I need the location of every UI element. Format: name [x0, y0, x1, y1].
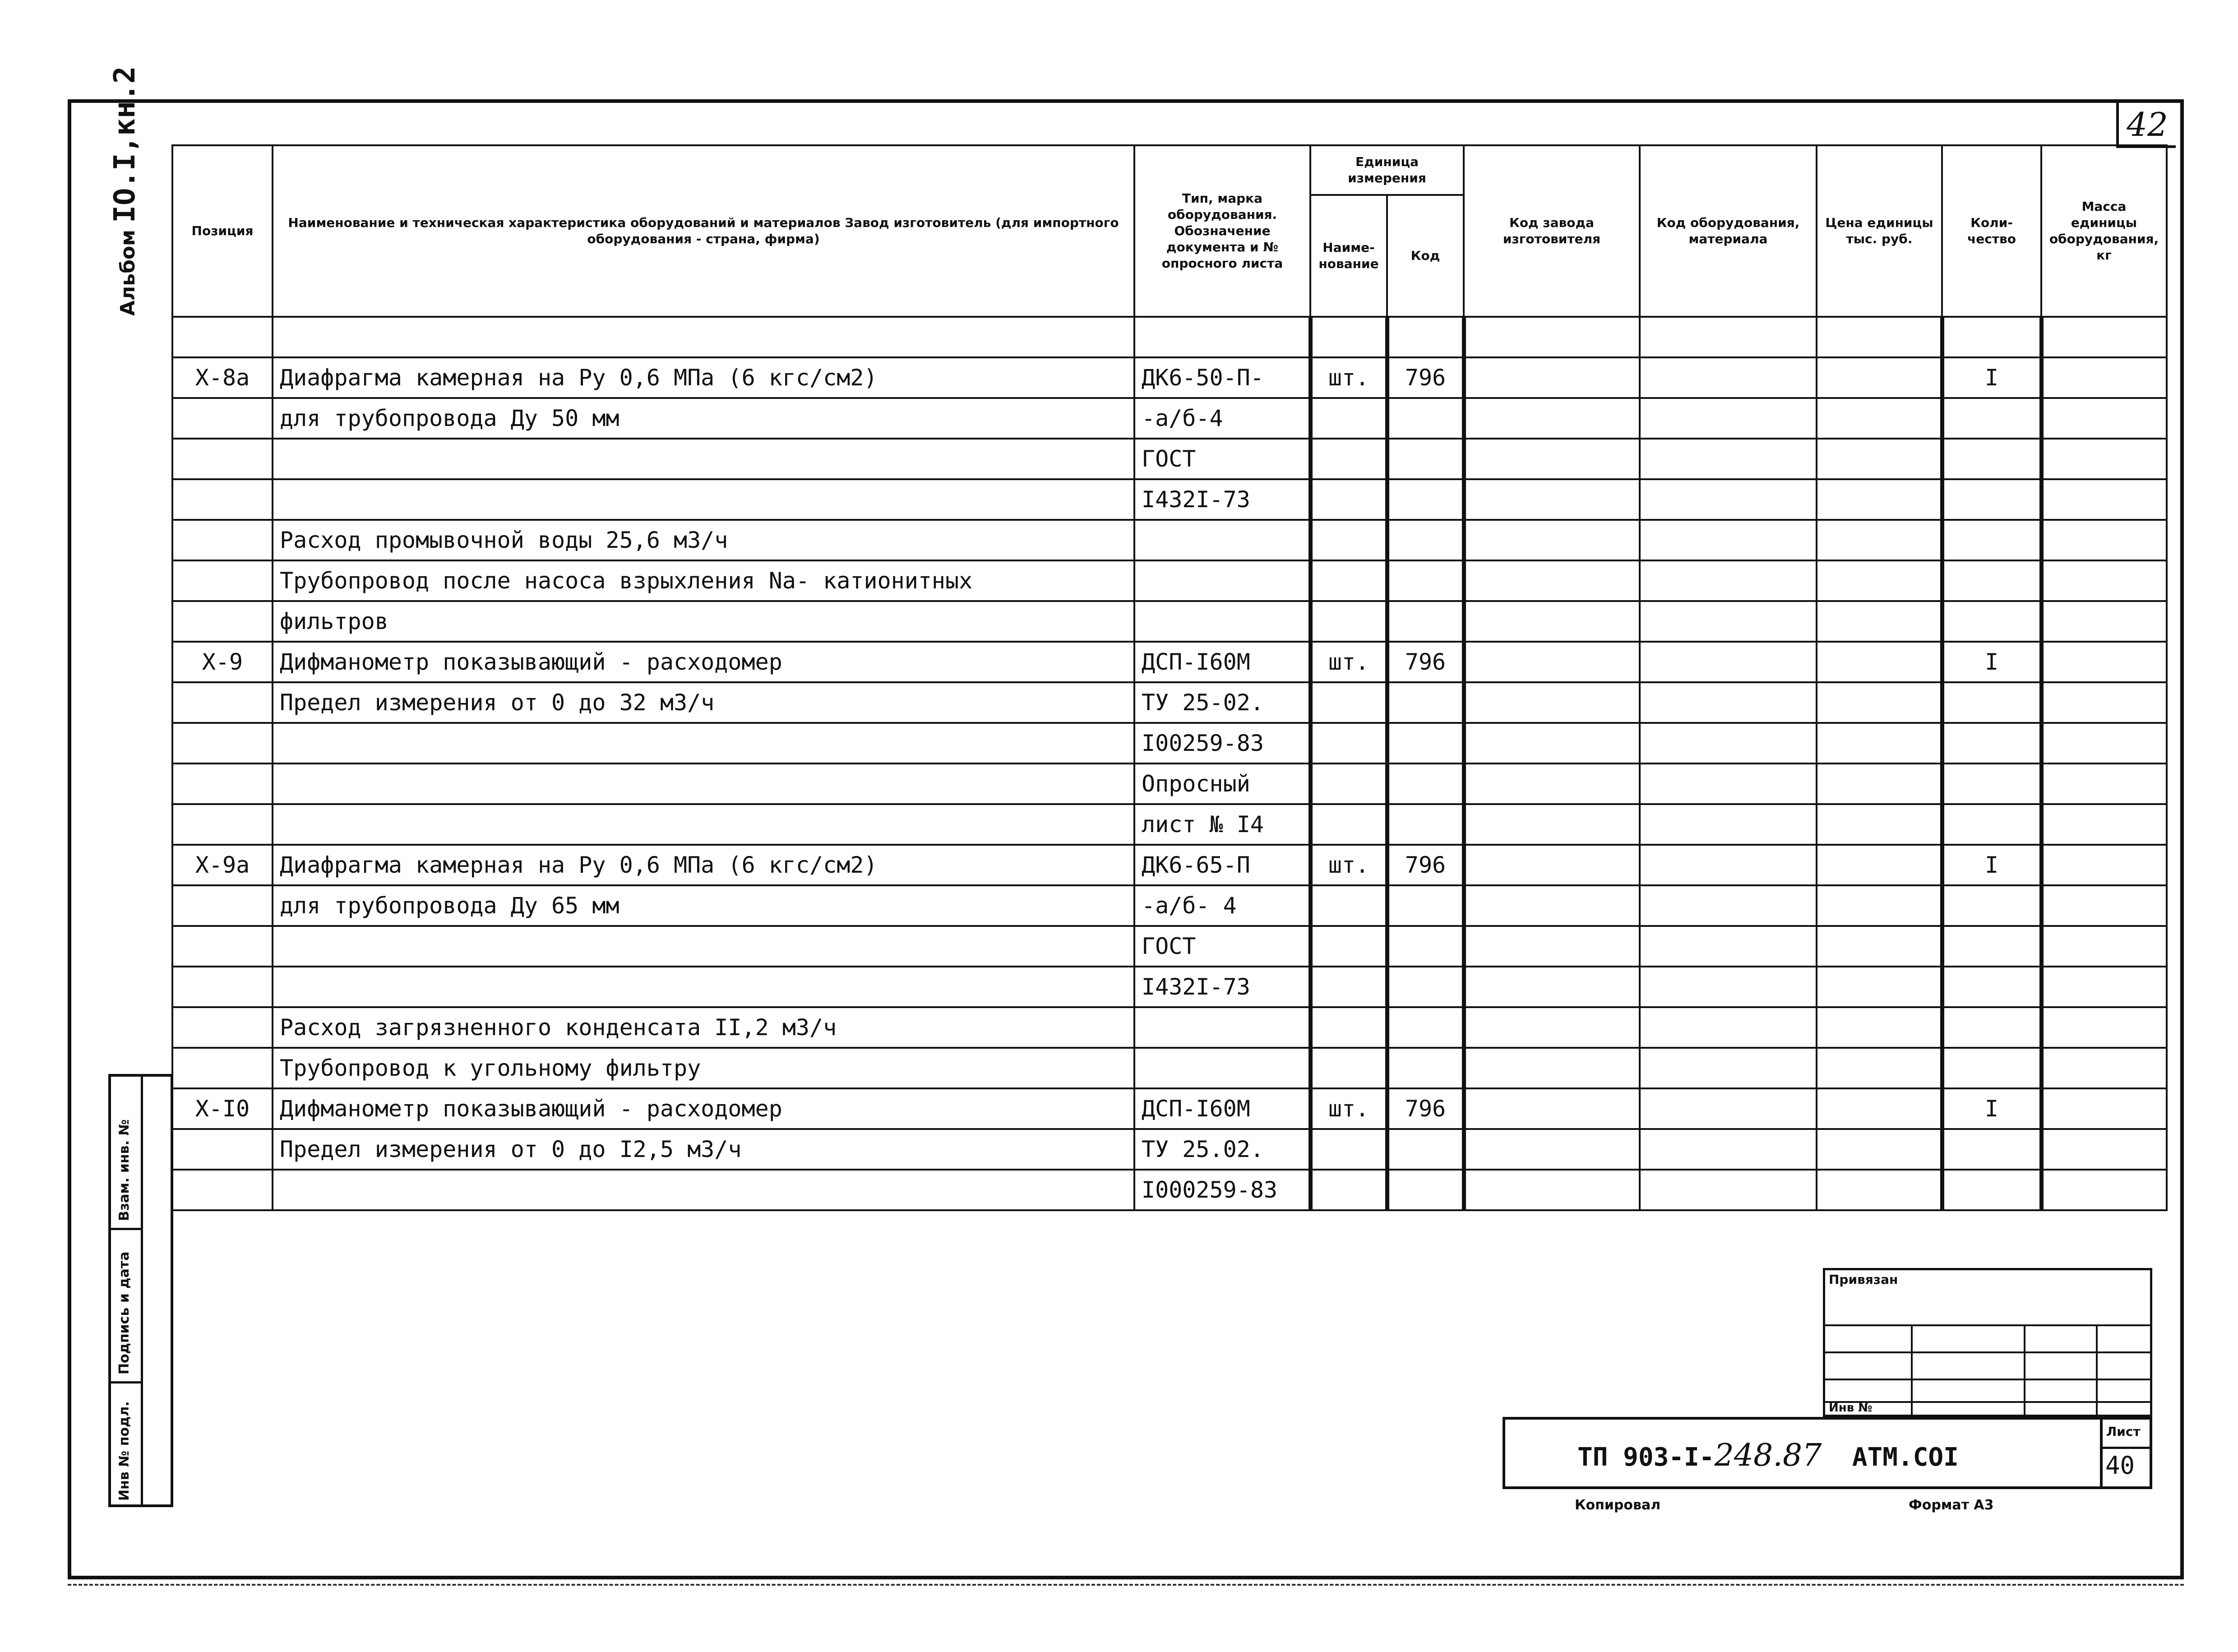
row-position	[172, 926, 273, 967]
row-position	[172, 601, 273, 642]
row-name: Диафрагма камерная на Ру 0,6 МПа (6 кгс/см2)	[273, 845, 1134, 885]
row-price	[1817, 723, 1942, 764]
row-price	[1817, 1048, 1942, 1088]
stamp-col-line	[1911, 1324, 1913, 1415]
table-row	[172, 764, 2167, 804]
row-factory-code	[1464, 885, 1640, 926]
row-mass	[2041, 642, 2167, 682]
row-position	[172, 398, 273, 439]
row-price	[1817, 926, 1942, 967]
row-unit-code: 796	[1387, 1088, 1464, 1129]
row-name: Расход промывочной воды 25,6 м3/ч	[273, 520, 1134, 560]
row-mass	[2041, 885, 2167, 926]
row-name	[273, 439, 1134, 479]
row-equipment-code	[1640, 723, 1817, 764]
row-qty	[1942, 967, 2041, 1007]
row-unit	[1310, 398, 1387, 439]
table-row	[172, 479, 2167, 520]
row-unit	[1310, 764, 1387, 804]
row-type: ДСП-I60М	[1134, 1088, 1310, 1129]
row-unit-code	[1387, 1048, 1464, 1088]
row-name	[273, 479, 1134, 520]
row-qty	[1942, 439, 2041, 479]
row-equipment-code	[1640, 1129, 1817, 1170]
row-unit-code	[1387, 317, 1464, 357]
row-factory-code	[1464, 398, 1640, 439]
row-position	[172, 1129, 273, 1170]
row-price	[1817, 601, 1942, 642]
row-factory-code	[1464, 723, 1640, 764]
row-name: Предел измерения от 0 до I2,5 м3/ч	[273, 1129, 1134, 1170]
stamp-privyazan: Привязан	[1829, 1272, 1898, 1287]
row-unit: шт.	[1310, 845, 1387, 885]
row-unit: шт.	[1310, 357, 1387, 398]
row-unit-code	[1387, 439, 1464, 479]
row-unit-code	[1387, 804, 1464, 845]
stamp-inv-no: Инв №	[1829, 1401, 1873, 1415]
row-name	[273, 317, 1134, 357]
row-mass	[2041, 804, 2167, 845]
row-name: фильтров	[273, 601, 1134, 642]
binding-stamp	[1823, 1268, 2152, 1417]
header-factory-code: Код завода изготовителя	[1464, 145, 1640, 317]
row-qty	[1942, 1007, 2041, 1048]
row-unit-code	[1387, 479, 1464, 520]
row-unit-code	[1387, 885, 1464, 926]
row-name: для трубопровода Ду 65 мм	[273, 885, 1134, 926]
table-row	[172, 642, 2167, 682]
row-mass	[2041, 1048, 2167, 1088]
row-qty	[1942, 926, 2041, 967]
stamp-line	[1825, 1351, 2150, 1353]
row-factory-code	[1464, 1048, 1640, 1088]
row-qty	[1942, 1170, 2041, 1210]
row-position: X-9	[172, 642, 273, 682]
row-equipment-code	[1640, 845, 1817, 885]
album-label	[108, 66, 142, 316]
row-position	[172, 1170, 273, 1210]
sheet-number-box: 42	[2116, 103, 2176, 148]
row-qty	[1942, 317, 2041, 357]
row-type	[1134, 601, 1310, 642]
table-row	[172, 520, 2167, 560]
row-factory-code	[1464, 845, 1640, 885]
table-row	[172, 357, 2167, 398]
row-factory-code	[1464, 439, 1640, 479]
row-position	[172, 723, 273, 764]
row-mass	[2041, 439, 2167, 479]
title-block	[1503, 1417, 2152, 1489]
row-unit-code	[1387, 398, 1464, 439]
row-unit	[1310, 804, 1387, 845]
table-row	[172, 439, 2167, 479]
sheet-value: 40	[2105, 1451, 2135, 1480]
row-type: ГОСТ	[1134, 439, 1310, 479]
row-price	[1817, 357, 1942, 398]
row-equipment-code	[1640, 967, 1817, 1007]
row-equipment-code	[1640, 1088, 1817, 1129]
row-name	[273, 967, 1134, 1007]
row-price	[1817, 398, 1942, 439]
row-position	[172, 885, 273, 926]
row-price	[1817, 560, 1942, 601]
row-mass	[2041, 1007, 2167, 1048]
row-type	[1134, 317, 1310, 357]
row-factory-code	[1464, 764, 1640, 804]
row-qty: I	[1942, 357, 2041, 398]
row-unit	[1310, 520, 1387, 560]
table-row	[172, 317, 2167, 357]
row-factory-code	[1464, 479, 1640, 520]
header-type: Тип, марка оборудования. Обозначение документа и № опросного листа	[1134, 145, 1310, 317]
row-unit	[1310, 885, 1387, 926]
row-name	[273, 1170, 1134, 1210]
row-type: ДК6-50-П-	[1134, 357, 1310, 398]
row-unit	[1310, 479, 1387, 520]
row-equipment-code	[1640, 601, 1817, 642]
row-price	[1817, 804, 1942, 845]
row-equipment-code	[1640, 764, 1817, 804]
row-type: I00259-83	[1134, 723, 1310, 764]
row-equipment-code	[1640, 1170, 1817, 1210]
row-position	[172, 317, 273, 357]
row-equipment-code	[1640, 682, 1817, 723]
table-row	[172, 1170, 2167, 1210]
table-row	[172, 926, 2167, 967]
row-mass	[2041, 845, 2167, 885]
row-factory-code	[1464, 804, 1640, 845]
row-name: Расход загрязненного конденсата II,2 м3/ч	[273, 1007, 1134, 1048]
row-equipment-code	[1640, 926, 1817, 967]
table-row	[172, 845, 2167, 885]
row-unit	[1310, 1129, 1387, 1170]
row-unit-code: 796	[1387, 845, 1464, 885]
row-qty	[1942, 804, 2041, 845]
row-unit-code	[1387, 926, 1464, 967]
row-factory-code	[1464, 1129, 1640, 1170]
table-row	[172, 1048, 2167, 1088]
header-unit-group: Единица измерения	[1310, 145, 1464, 195]
stamp-col-line	[2024, 1324, 2025, 1415]
label-vzam-inv: Взам. инв. №	[116, 1119, 132, 1221]
row-unit-code	[1387, 1129, 1464, 1170]
row-qty: I	[1942, 845, 2041, 885]
header-unit-name: Наиме-нование	[1310, 195, 1387, 317]
row-equipment-code	[1640, 357, 1817, 398]
row-price	[1817, 764, 1942, 804]
row-equipment-code	[1640, 560, 1817, 601]
row-type: I432I-73	[1134, 967, 1310, 1007]
row-name: Дифманометр показывающий - расходомер	[273, 1088, 1134, 1129]
album-word: Альбом	[116, 229, 139, 316]
row-position	[172, 967, 273, 1007]
row-position	[172, 682, 273, 723]
row-unit: шт.	[1310, 642, 1387, 682]
row-unit	[1310, 1170, 1387, 1210]
row-factory-code	[1464, 926, 1640, 967]
row-position	[172, 804, 273, 845]
row-price	[1817, 845, 1942, 885]
row-unit-code	[1387, 1007, 1464, 1048]
row-name: Трубопровод к угольному фильтру	[273, 1048, 1134, 1088]
footer-format: Формат А3	[1909, 1497, 1994, 1513]
row-mass	[2041, 357, 2167, 398]
row-mass	[2041, 520, 2167, 560]
row-mass	[2041, 601, 2167, 642]
row-type: ГОСТ	[1134, 926, 1310, 967]
row-position: X-8a	[172, 357, 273, 398]
row-mass	[2041, 560, 2167, 601]
header-price: Цена единицы тыс. руб.	[1817, 145, 1942, 317]
sheet-label: Лист	[2106, 1424, 2141, 1439]
row-mass	[2041, 723, 2167, 764]
row-name	[273, 723, 1134, 764]
row-unit-code: 796	[1387, 357, 1464, 398]
table-row	[172, 1088, 2167, 1129]
row-mass	[2041, 398, 2167, 439]
row-equipment-code	[1640, 520, 1817, 560]
table-row	[172, 804, 2167, 845]
row-type: лист № I4	[1134, 804, 1310, 845]
header-position: Позиция	[172, 145, 273, 317]
row-unit-code	[1387, 967, 1464, 1007]
row-position	[172, 1048, 273, 1088]
row-unit-code	[1387, 1170, 1464, 1210]
album-number: IO.I,кн.2	[108, 66, 142, 223]
row-mass	[2041, 682, 2167, 723]
row-name: Трубопровод после насоса взрыхления Na- катионитных	[273, 560, 1134, 601]
row-qty	[1942, 885, 2041, 926]
stamp-line	[1825, 1401, 2150, 1403]
row-type: -а/б-4	[1134, 398, 1310, 439]
row-price	[1817, 479, 1942, 520]
row-qty	[1942, 723, 2041, 764]
document-code-prefix: ТП 903-I-	[1577, 1443, 1715, 1472]
row-name: Предел измерения от 0 до 32 м3/ч	[273, 682, 1134, 723]
row-unit-code	[1387, 764, 1464, 804]
row-unit	[1310, 1048, 1387, 1088]
row-qty	[1942, 398, 2041, 439]
label-podpis-data: Подпись и дата	[116, 1251, 132, 1374]
row-equipment-code	[1640, 317, 1817, 357]
row-price	[1817, 642, 1942, 682]
row-qty	[1942, 520, 2041, 560]
row-equipment-code	[1640, 439, 1817, 479]
table-row	[172, 560, 2167, 601]
row-unit-code	[1387, 560, 1464, 601]
row-type	[1134, 1048, 1310, 1088]
document-code	[1577, 1438, 1959, 1473]
row-name: для трубопровода Ду 50 мм	[273, 398, 1134, 439]
row-price	[1817, 1129, 1942, 1170]
row-unit	[1310, 560, 1387, 601]
row-mass	[2041, 317, 2167, 357]
row-name	[273, 804, 1134, 845]
row-unit	[1310, 926, 1387, 967]
row-name	[273, 926, 1134, 967]
row-unit	[1310, 1007, 1387, 1048]
document-code-suffix: АТМ.СОI	[1852, 1443, 1959, 1472]
row-price	[1817, 439, 1942, 479]
row-type: ДСП-I60М	[1134, 642, 1310, 682]
row-qty	[1942, 764, 2041, 804]
table-row	[172, 398, 2167, 439]
header-name: Наименование и техническая характеристика оборудований и материалов Завод изготовитель (для импортного оборудования - страна, фирма)	[273, 145, 1134, 317]
row-factory-code	[1464, 1170, 1640, 1210]
header-equipment-code: Код оборудования, материала	[1640, 145, 1817, 317]
row-factory-code	[1464, 357, 1640, 398]
row-unit-code	[1387, 682, 1464, 723]
row-position	[172, 764, 273, 804]
row-name: Дифманометр показывающий - расходомер	[273, 642, 1134, 682]
stamp-col-line	[2096, 1324, 2098, 1415]
row-type: ТУ 25.02.	[1134, 1129, 1310, 1170]
row-type: ТУ 25-02.	[1134, 682, 1310, 723]
specification-table	[171, 144, 2168, 1211]
stamp-line	[1825, 1324, 2150, 1326]
row-equipment-code	[1640, 642, 1817, 682]
row-price	[1817, 1088, 1942, 1129]
row-price	[1817, 520, 1942, 560]
row-qty: I	[1942, 642, 2041, 682]
row-position	[172, 520, 273, 560]
row-type	[1134, 520, 1310, 560]
row-qty: I	[1942, 1088, 2041, 1129]
row-unit-code	[1387, 601, 1464, 642]
table-row	[172, 1129, 2167, 1170]
row-factory-code	[1464, 642, 1640, 682]
left-strip-divider	[141, 1077, 143, 1504]
row-unit	[1310, 601, 1387, 642]
row-factory-code	[1464, 1007, 1640, 1048]
row-name: Диафрагма камерная на Ру 0,6 МПа (6 кгс/см2)	[273, 357, 1134, 398]
row-type: ДК6-65-П	[1134, 845, 1310, 885]
row-position: X-9a	[172, 845, 273, 885]
row-equipment-code	[1640, 1007, 1817, 1048]
row-factory-code	[1464, 601, 1640, 642]
sheet-cell	[2100, 1420, 2150, 1486]
table-row	[172, 1007, 2167, 1048]
row-unit	[1310, 723, 1387, 764]
label-inv-podl: Инв № подл.	[116, 1401, 132, 1501]
document-code-handwritten: 248.87	[1714, 1438, 1822, 1473]
row-type: -а/б- 4	[1134, 885, 1310, 926]
header-qty: Коли-чество	[1942, 145, 2041, 317]
row-equipment-code	[1640, 479, 1817, 520]
left-approval-strip	[108, 1074, 173, 1507]
table-row	[172, 682, 2167, 723]
row-qty	[1942, 560, 2041, 601]
row-price	[1817, 682, 1942, 723]
row-factory-code	[1464, 560, 1640, 601]
row-qty	[1942, 1129, 2041, 1170]
row-position	[172, 560, 273, 601]
row-equipment-code	[1640, 1048, 1817, 1088]
header-unit-code: Код	[1387, 195, 1464, 317]
row-position	[172, 439, 273, 479]
row-type	[1134, 1007, 1310, 1048]
row-unit	[1310, 682, 1387, 723]
row-unit	[1310, 967, 1387, 1007]
row-mass	[2041, 1170, 2167, 1210]
row-price	[1817, 317, 1942, 357]
row-type: I000259-83	[1134, 1170, 1310, 1210]
row-unit	[1310, 439, 1387, 479]
row-type: Опросный	[1134, 764, 1310, 804]
sheet-cell-divider	[2103, 1447, 2150, 1449]
stamp-line	[1825, 1379, 2150, 1380]
row-factory-code	[1464, 317, 1640, 357]
row-unit: шт.	[1310, 1088, 1387, 1129]
row-unit-code	[1387, 723, 1464, 764]
row-unit-code: 796	[1387, 642, 1464, 682]
row-mass	[2041, 926, 2167, 967]
table-row	[172, 885, 2167, 926]
row-type	[1134, 560, 1310, 601]
table-row	[172, 967, 2167, 1007]
row-qty	[1942, 479, 2041, 520]
row-price	[1817, 967, 1942, 1007]
row-price	[1817, 885, 1942, 926]
row-mass	[2041, 967, 2167, 1007]
row-type: I432I-73	[1134, 479, 1310, 520]
row-equipment-code	[1640, 398, 1817, 439]
row-mass	[2041, 1088, 2167, 1129]
row-mass	[2041, 1129, 2167, 1170]
row-price	[1817, 1007, 1942, 1048]
row-mass	[2041, 479, 2167, 520]
row-position	[172, 479, 273, 520]
row-qty	[1942, 1048, 2041, 1088]
row-price	[1817, 1170, 1942, 1210]
row-unit-code	[1387, 520, 1464, 560]
row-position	[172, 1007, 273, 1048]
row-qty	[1942, 601, 2041, 642]
table-row	[172, 601, 2167, 642]
row-mass	[2041, 764, 2167, 804]
row-position: X-I0	[172, 1088, 273, 1129]
row-factory-code	[1464, 682, 1640, 723]
header-mass: Масса единицы оборудования, кг	[2041, 145, 2167, 317]
row-qty	[1942, 682, 2041, 723]
row-name	[273, 764, 1134, 804]
footer-copied: Копировал	[1575, 1497, 1661, 1513]
row-factory-code	[1464, 1088, 1640, 1129]
row-factory-code	[1464, 520, 1640, 560]
row-equipment-code	[1640, 804, 1817, 845]
row-unit	[1310, 317, 1387, 357]
cut-line	[68, 1584, 2184, 1586]
table-row	[172, 723, 2167, 764]
row-equipment-code	[1640, 885, 1817, 926]
row-factory-code	[1464, 967, 1640, 1007]
